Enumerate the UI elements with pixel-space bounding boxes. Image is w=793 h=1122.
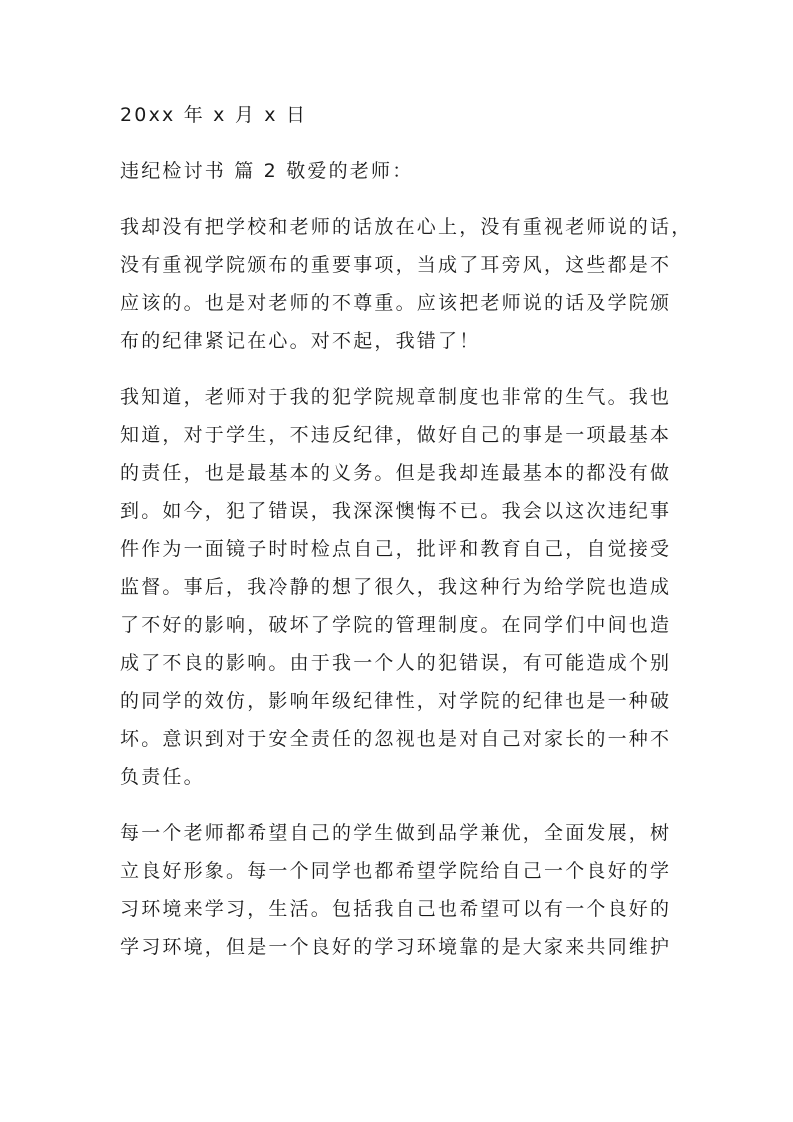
paragraph-line: 学习环境，但是一个良好的学习环境靠的是大家来共同维护 xyxy=(120,936,672,958)
paragraph-line: 知道，对于学生，不违反纪律，做好自己的事是一项最基本 xyxy=(120,424,672,446)
paragraph-line: 我知道，老师对于我的犯学院规章制度也非常的生气。我也 xyxy=(120,386,672,408)
paragraph-3 xyxy=(120,814,680,966)
paragraph-line: 监督。事后，我冷静的想了很久，我这种行为给学院也造成 xyxy=(120,576,672,598)
paragraph-line: 每一个老师都希望自己的学生做到品学兼优，全面发展，树 xyxy=(120,822,672,844)
paragraph-line: 成了不良的影响。由于我一个人的犯错误，有可能造成个别 xyxy=(120,652,672,674)
paragraph-line: 的同学的效仿，影响年级纪律性，对学院的纪律也是一种破 xyxy=(120,690,672,712)
paragraph-line: 布的纪律紧记在心。对不起，我错了！ xyxy=(120,330,481,352)
date-line: 20xx 年 x 月 x 日 xyxy=(120,104,308,126)
paragraph-line: 应该的。也是对老师的不尊重。应该把老师说的话及学院颁 xyxy=(120,292,672,314)
paragraph-line: 立良好形象。每一个同学也都希望学院给自己一个良好的学 xyxy=(120,860,672,882)
paragraph-line: 了不好的影响，破坏了学院的管理制度。在同学们中间也造 xyxy=(120,614,672,636)
paragraph-line: 的责任，也是最基本的义务。但是我却连最基本的都没有做 xyxy=(120,462,672,484)
paragraph-line: 件作为一面镜子时时检点自己，批评和教育自己，自觉接受 xyxy=(120,538,672,560)
paragraph-line: 没有重视学院颁布的重要事项，当成了耳旁风，这些都是不 xyxy=(120,254,672,276)
paragraph-line: 坏。意识到对于安全责任的忽视也是对自己对家长的一种不 xyxy=(120,728,672,750)
paragraph-1 xyxy=(120,208,693,360)
paragraph-line: 习环境来学习，生活。包括我自己也希望可以有一个良好的 xyxy=(120,898,672,920)
document-body xyxy=(120,96,693,966)
paragraph-line: 我却没有把学校和老师的话放在心上，没有重视老师说的话， xyxy=(120,216,693,238)
document-title: 违纪检讨书 篇 2 敬爱的老师： xyxy=(120,160,414,182)
paragraph-line: 到。如今，犯了错误，我深深懊悔不已。我会以这次违纪事 xyxy=(120,500,672,522)
paragraph-2 xyxy=(120,378,680,796)
paragraph-line: 负责任。 xyxy=(120,766,205,788)
